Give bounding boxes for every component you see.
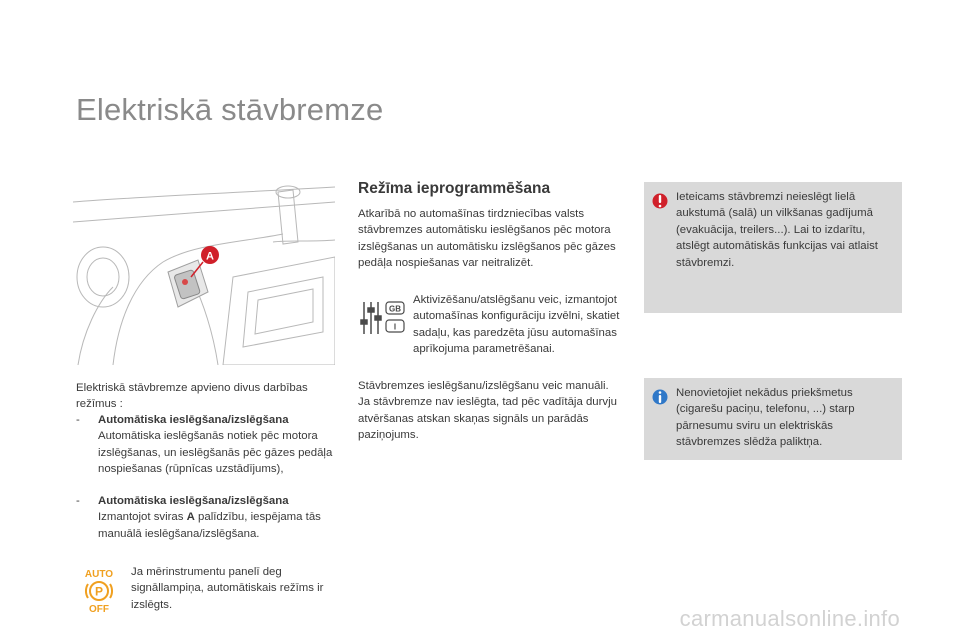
warning-box (644, 182, 902, 313)
language-label: GB (389, 304, 401, 314)
page-title: Elektriskā stāvbremze (76, 92, 384, 127)
mode-item-2 (76, 493, 336, 542)
mode-description (76, 509, 336, 542)
section-heading: Režīma ieprogrammēšana (358, 180, 551, 197)
manual-paragraph: Stāvbremzes ieslēgšanu/izslēgšanu veic manuāli. Ja stāvbremze nav ieslēgta, tad pēc vadītāja durvju atvēršanas atskan skaņas signāls un parādās paziņojums. (358, 380, 617, 442)
warning-icon (652, 191, 668, 211)
mode-description: Automātiska ieslēgšanās notiek pēc motora izslēgšanas, un ieslēgšanās pēc gāzes pedāļa nospiešanas (rūpnīcas uzstādījums), (98, 430, 333, 476)
info-box (644, 378, 902, 460)
programming-paragraph: Atkarībā no automašīnas tirdzniecības valsts stāvbremzes automātisku ieslēgšanos pēc motora izslēgšanas un automātisku izslēgšanos pēc gāzes pedāļa nospiešanas var neitralizēt. (358, 208, 616, 270)
watermark: carmanualsonline.info (679, 606, 900, 631)
marker-a-label: A (206, 250, 214, 263)
warning-text: Ieteicams stāvbremzi neieslēgt lielā aukstumā (salā) un vilkšanas gadījumā (evakuācija, treilers...). Lai to izdarītu, atslēgt automātiskās funkcijas vai atlaist stāvbremzi. (676, 191, 878, 269)
mode-item-1 (76, 412, 336, 478)
mode-heading: Automātiska ieslēgšana/izslēgšana (98, 495, 289, 507)
mode-heading: Automātiska ieslēgšana/izslēgšana (98, 414, 289, 426)
info-label: I (393, 322, 397, 332)
parking-letter: P (94, 584, 104, 599)
off-label: OFF (89, 604, 109, 613)
info-text: Nenovietojiet nekādus priekšmetus (cigarešu paciņu, telefonu, ...) starp pārnesumu sviru un elektriskās stāvbremzes slēdža paliktņa. (676, 387, 855, 449)
auto-mode-note: Ja mērinstrumentu panelī deg signāllampiņa, automātiskais režīms ir izslēgts. (131, 566, 324, 611)
parking-brake-illustration (73, 182, 335, 365)
auto-label: AUTO (84, 569, 114, 580)
settings-sliders-icon (360, 300, 406, 336)
auto-off-warning-icon (80, 567, 118, 613)
info-icon (652, 387, 668, 407)
lever-reference: A (186, 511, 195, 524)
configuration-paragraph: Aktivizēšanu/atslēgšanu veic, izmantojot automašīnas konfigurāciju izvēlni, skatiet sadaļu, kas paredzēta jūsu automašīnas aprīkojuma parametrēšanai. (413, 294, 620, 356)
mode-description-start: Izmantojot sviras (98, 511, 187, 524)
mode-description-end: palīdzību, iespējama tās manuālā ieslēgšana/izslēgšana. (98, 511, 321, 540)
list-dash: - (76, 414, 80, 426)
intro-text: Elektriskā stāvbremze apvieno divus darbības režīmus : (76, 382, 308, 411)
list-dash: - (76, 495, 80, 507)
